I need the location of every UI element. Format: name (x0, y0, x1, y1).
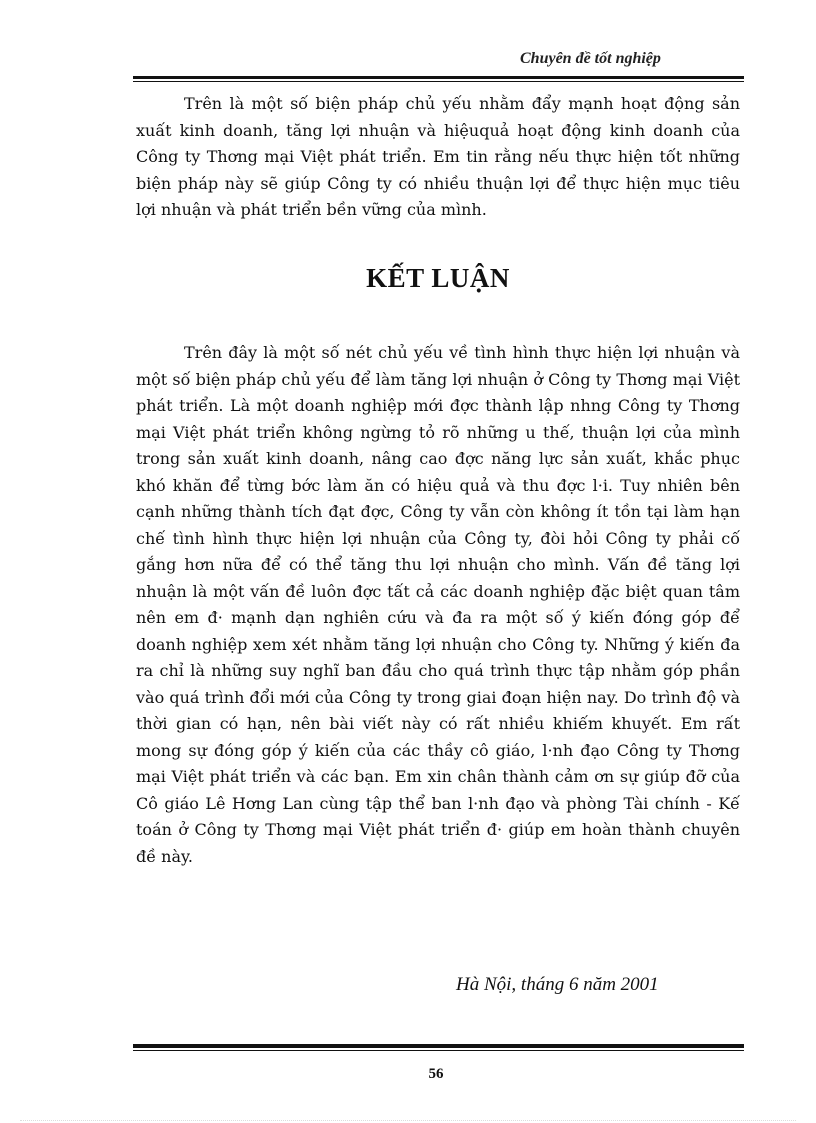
closing-paragraph (136, 91, 740, 224)
place-date-signature: Hà Nội, tháng 6 năm 2001 (456, 974, 659, 995)
conclusion-paragraph (136, 340, 740, 870)
running-header: Chuyên đề tốt nghiệp (520, 50, 661, 67)
page-edge-divider (20, 1120, 796, 1121)
header-rule-thin (133, 81, 744, 82)
conclusion-paragraph-text: Trên đây là một số nét chủ yếu về tình hình thực hiện lợi nhuận và một số biện pháp chủ yếu để làm tăng lợi nhuận ở Công ty Thơng mại Việt phát triển. Là một doanh nghiệp mới đợc thành lập nhng Công ty Thơng mại Việt phát triển không ngừng tỏ rõ những u thế, thuận lợi của mình trong sản xuất kinh doanh, nâng cao đợc năng lực sản xuất, khắc phục khó khăn để từng bớc làm ăn có hiệu quả và thu đợc l·i. Tuy nhiên bên cạnh những thành tích đạt đợc, Công ty vẫn còn không ít tồn tại làm hạn chế tình hình thực hiện lợi nhuận của Công ty, đòi hỏi Công ty phải cố gắng hơn nữa để có thể tăng thu lợi nhuận cho mình. Vấn đề tăng lợi nhuận là một vấn đề luôn đợc tất cả các doanh nghiệp đặc biệt quan tâm nên em đ· mạnh dạn nghiên cứu và đa ra một số ý kiến đóng góp để doanh nghiệp xem xét nhằm tăng lợi nhuận cho Công ty. Những ý kiến đa ra chỉ là những suy nghĩ ban đầu cho quá trình thực tập nhằm góp phần vào quá trình đổi mới của Công ty trong giai đoạn hiện nay. Do trình độ và thời gian có hạn, nên bài viết này có rất nhiều khiếm khuyết. Em rất mong sự đóng góp ý kiến của các thầy cô giáo, l·nh đạo Công ty Thơng mại Việt phát triển và các bạn. Em xin chân thành cảm ơn sự giúp đỡ của Cô giáo Lê Hơng Lan cùng tập thể ban l·nh đạo và phòng Tài chính - Kế toán ở Công ty Thơng mại Việt phát triển đ· giúp em hoàn thành chuyên đề này. (136, 343, 740, 866)
closing-paragraph-text: Trên là một số biện pháp chủ yếu nhằm đẩy mạnh hoạt động sản xuất kinh doanh, tăng lợi nhuận và hiệuquả hoạt động kinh doanh của Công ty Thơng mại Việt phát triển. Em tin rằng nếu thực hiện tốt những biện pháp này sẽ giúp Công ty có nhiều thuận lợi để thực hiện mục tiêu lợi nhuận và phát triển bền vững của mình. (136, 94, 740, 219)
footer-rule-thick (133, 1044, 744, 1048)
conclusion-heading: KẾT LUẬN (366, 263, 510, 293)
header-rule-thick (133, 76, 744, 79)
footer-rule-thin (133, 1050, 744, 1051)
page-number: 56 (428, 1066, 444, 1082)
